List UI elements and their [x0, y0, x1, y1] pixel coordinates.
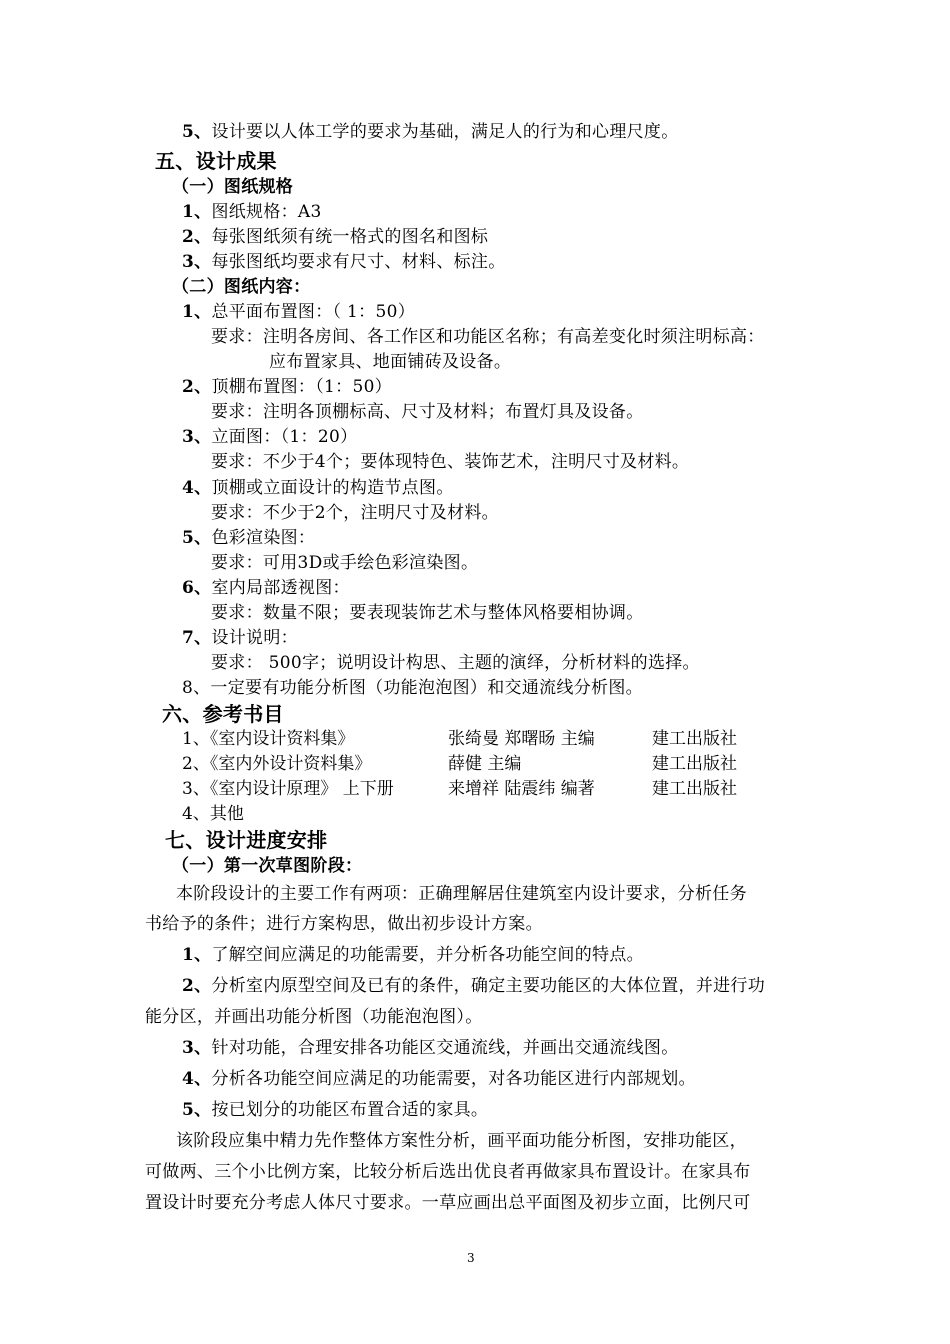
ref-1-title: 1、《室内设计资料集》 [182, 729, 355, 749]
content-item-4-req: 要求：不少于2个，注明尺寸及材料。 [211, 503, 499, 523]
ref-3-title: 3、《室内设计原理》 上下册 [182, 779, 394, 799]
item-ergonomics: 5、设计要以人体工学的要求为基础，满足人的行为和心理尺度。 [182, 122, 679, 142]
spec-item-1: 1、图纸规格：A3 [182, 202, 322, 222]
content-item-6-req: 要求：数量不限；要表现装饰艺术与整体风格要相协调。 [211, 603, 644, 623]
content-item-7-req: 要求： 500字；说明设计构思、主题的演绎，分析材料的选择。 [211, 653, 700, 673]
content-item-1: 1、总平面布置图：（ 1：50） [182, 302, 415, 322]
para-line-2: 可做两、三个小比例方案，比较分析后选出优良者再做家具布置设计。在家具布 [145, 1162, 751, 1182]
content-item-6: 6、室内局部透视图： [182, 578, 350, 598]
stage-item-3: 3、针对功能，合理安排各功能区交通流线，并画出交通流线图。 [182, 1038, 679, 1058]
spec-item-2: 2、每张图纸须有统一格式的图名和图标 [182, 227, 489, 247]
heading-design-results: 五、设计成果 [155, 149, 277, 173]
page-number: 3 [467, 1251, 475, 1265]
subheading-drawing-spec: （一）图纸规格 [172, 177, 294, 197]
subheading-drawing-content: （二）图纸内容： [172, 277, 311, 297]
stage-item-2-cont: 能分区，并画出功能分析图（功能泡泡图）。 [145, 1007, 483, 1027]
spec-item-3: 3、每张图纸均要求有尺寸、材料、标注。 [182, 252, 506, 272]
ref-2-publisher: 建工出版社 [652, 754, 737, 774]
content-item-8: 8、一定要有功能分析图（功能泡泡图）和交通流线分析图。 [182, 678, 643, 698]
content-item-1-req-cont: 应布置家具、地面铺砖及设备。 [269, 352, 512, 372]
content-item-7: 7、设计说明： [182, 628, 298, 648]
subheading-first-sketch: （一）第一次草图阶段： [172, 856, 363, 876]
content-item-3: 3、立面图：（1：20） [182, 427, 358, 447]
ref-1-author: 张绮曼 郑曙旸 主编 [448, 729, 595, 749]
content-item-2: 2、顶棚布置图：（1：50） [182, 377, 392, 397]
content-item-1-req: 要求：注明各房间、各工作区和功能区名称；有高差变化时须注明标高： [211, 327, 765, 347]
para-line-3: 置设计时要充分考虑人体尺寸要求。一草应画出总平面图及初步立面，比例尺可 [145, 1193, 751, 1213]
content-item-4: 4、顶棚或立面设计的构造节点图。 [182, 478, 454, 498]
ref-3-author: 来增祥 陆震纬 编著 [448, 779, 595, 799]
intro-line-1: 本阶段设计的主要工作有两项：正确理解居住建筑室内设计要求，分析任务 [176, 884, 747, 904]
content-item-2-req: 要求：注明各顶棚标高、尺寸及材料；布置灯具及设备。 [211, 402, 644, 422]
content-item-5-req: 要求：可用3D或手绘色彩渲染图。 [211, 553, 479, 573]
intro-line-2: 书给予的条件；进行方案构思，做出初步设计方案。 [145, 914, 543, 934]
ref-2-title: 2、《室内外设计资料集》 [182, 754, 372, 774]
para-line-1: 该阶段应集中精力先作整体方案性分析，画平面功能分析图，安排功能区， [176, 1131, 747, 1151]
stage-item-4: 4、分析各功能空间应满足的功能需要，对各功能区进行内部规划。 [182, 1069, 696, 1089]
content-item-5: 5、色彩渲染图： [182, 528, 316, 548]
stage-item-2: 2、分析室内原型空间及已有的条件，确定主要功能区的大体位置，并进行功 [182, 976, 766, 996]
ref-2-author: 薛健 主编 [448, 754, 522, 774]
ref-3-publisher: 建工出版社 [652, 779, 737, 799]
stage-item-1: 1、了解空间应满足的功能需要，并分析各功能空间的特点。 [182, 945, 644, 965]
ref-1-publisher: 建工出版社 [652, 729, 737, 749]
content-item-3-req: 要求：不少于4个；要体现特色、装饰艺术，注明尺寸及材料。 [211, 452, 690, 472]
heading-schedule: 七、设计进度安排 [165, 828, 328, 852]
heading-references: 六、参考书目 [162, 702, 284, 726]
stage-item-5: 5、按已划分的功能区布置合适的家具。 [182, 1100, 489, 1120]
ref-4-title: 4、其他 [182, 804, 244, 824]
